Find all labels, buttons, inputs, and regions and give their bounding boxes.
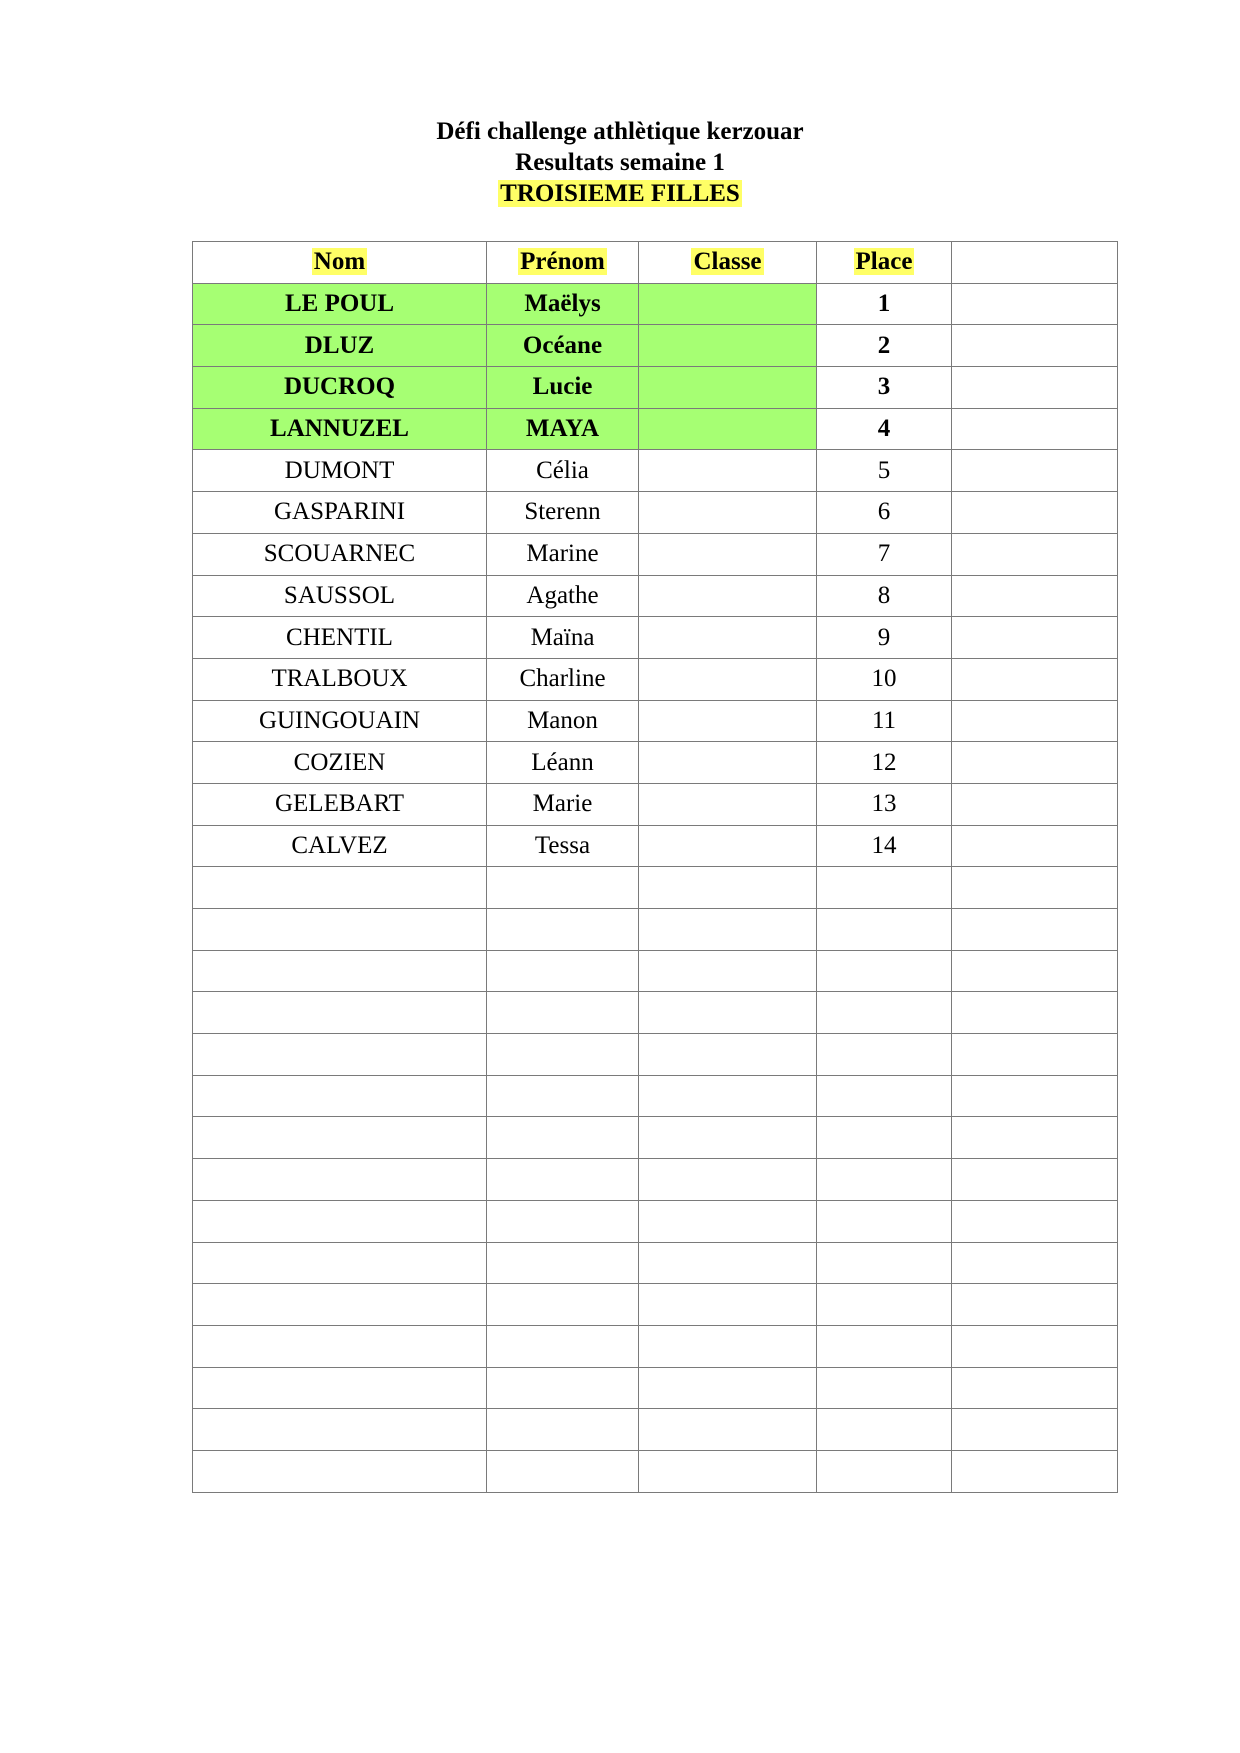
table-row bbox=[193, 367, 1118, 409]
cell-classe bbox=[639, 700, 817, 742]
empty-cell bbox=[817, 1117, 952, 1159]
cell-extra bbox=[952, 658, 1118, 700]
empty-cell bbox=[817, 950, 952, 992]
table-row bbox=[193, 492, 1118, 534]
empty-cell bbox=[193, 1325, 487, 1367]
cell-extra bbox=[952, 700, 1118, 742]
empty-cell bbox=[639, 1117, 817, 1159]
table-header-row bbox=[193, 242, 1118, 284]
empty-cell bbox=[817, 1075, 952, 1117]
empty-cell bbox=[639, 1284, 817, 1326]
cell-classe bbox=[639, 742, 817, 784]
empty-cell bbox=[487, 1117, 639, 1159]
empty-cell bbox=[952, 1409, 1118, 1451]
empty-table-row bbox=[193, 1034, 1118, 1076]
empty-cell bbox=[639, 1450, 817, 1492]
empty-table-row bbox=[193, 1242, 1118, 1284]
empty-table-row bbox=[193, 1450, 1118, 1492]
cell-extra bbox=[952, 783, 1118, 825]
cell-nom: LE POUL bbox=[193, 283, 487, 325]
empty-cell bbox=[639, 867, 817, 909]
cell-classe bbox=[639, 408, 817, 450]
cell-classe bbox=[639, 450, 817, 492]
empty-table-row bbox=[193, 950, 1118, 992]
empty-table-row bbox=[193, 1075, 1118, 1117]
empty-cell bbox=[817, 1367, 952, 1409]
empty-table-row bbox=[193, 1200, 1118, 1242]
empty-table-row bbox=[193, 1325, 1118, 1367]
empty-cell bbox=[817, 1034, 952, 1076]
empty-cell bbox=[817, 1200, 952, 1242]
category-title: TROISIEME FILLES bbox=[500, 180, 740, 207]
cell-classe bbox=[639, 783, 817, 825]
cell-classe bbox=[639, 325, 817, 367]
header-cell-classe bbox=[639, 242, 817, 284]
empty-cell bbox=[487, 1200, 639, 1242]
table-row bbox=[193, 700, 1118, 742]
empty-cell bbox=[193, 950, 487, 992]
cell-place: 9 bbox=[817, 617, 952, 659]
header-label-place: Place bbox=[855, 248, 913, 276]
cell-prenom: Charline bbox=[487, 658, 639, 700]
empty-cell bbox=[487, 1409, 639, 1451]
table-row bbox=[193, 783, 1118, 825]
table-row bbox=[193, 742, 1118, 784]
empty-cell bbox=[487, 950, 639, 992]
results-body bbox=[193, 283, 1118, 1492]
empty-cell bbox=[952, 1450, 1118, 1492]
empty-cell bbox=[487, 1159, 639, 1201]
cell-prenom: Agathe bbox=[487, 575, 639, 617]
table-row bbox=[193, 283, 1118, 325]
empty-cell bbox=[193, 1034, 487, 1076]
empty-cell bbox=[487, 1325, 639, 1367]
empty-cell bbox=[639, 1159, 817, 1201]
cell-nom: DUCROQ bbox=[193, 367, 487, 409]
table-row bbox=[193, 575, 1118, 617]
cell-classe bbox=[639, 492, 817, 534]
cell-place: 10 bbox=[817, 658, 952, 700]
empty-cell bbox=[952, 1200, 1118, 1242]
empty-cell bbox=[639, 1409, 817, 1451]
empty-cell bbox=[193, 867, 487, 909]
table-row bbox=[193, 617, 1118, 659]
empty-cell bbox=[193, 1284, 487, 1326]
empty-table-row bbox=[193, 992, 1118, 1034]
empty-cell bbox=[487, 1284, 639, 1326]
results-week-title: Resultats semaine 1 bbox=[515, 149, 725, 176]
empty-cell bbox=[487, 909, 639, 951]
empty-cell bbox=[193, 1200, 487, 1242]
empty-cell bbox=[952, 992, 1118, 1034]
header-label-nom: Nom bbox=[313, 248, 366, 276]
empty-table-row bbox=[193, 1159, 1118, 1201]
empty-cell bbox=[487, 1450, 639, 1492]
cell-extra bbox=[952, 825, 1118, 867]
empty-cell bbox=[952, 1034, 1118, 1076]
empty-cell bbox=[193, 1159, 487, 1201]
empty-cell bbox=[952, 1075, 1118, 1117]
empty-cell bbox=[817, 867, 952, 909]
header-label-classe: Classe bbox=[693, 248, 762, 276]
empty-cell bbox=[817, 1409, 952, 1451]
empty-cell bbox=[639, 1367, 817, 1409]
empty-cell bbox=[817, 1284, 952, 1326]
header-cell-place bbox=[817, 242, 952, 284]
cell-place: 14 bbox=[817, 825, 952, 867]
empty-cell bbox=[952, 1159, 1118, 1201]
cell-prenom: Manon bbox=[487, 700, 639, 742]
empty-cell bbox=[952, 1117, 1118, 1159]
empty-cell bbox=[487, 1075, 639, 1117]
empty-cell bbox=[817, 1159, 952, 1201]
empty-cell bbox=[817, 1242, 952, 1284]
cell-prenom: Maïna bbox=[487, 617, 639, 659]
cell-nom: CHENTIL bbox=[193, 617, 487, 659]
empty-cell bbox=[952, 1284, 1118, 1326]
event-title: Défi challenge athlètique kerzouar bbox=[436, 118, 804, 145]
cell-nom: GASPARINI bbox=[193, 492, 487, 534]
cell-prenom: Marie bbox=[487, 783, 639, 825]
empty-cell bbox=[487, 992, 639, 1034]
cell-prenom: Marine bbox=[487, 533, 639, 575]
cell-place: 12 bbox=[817, 742, 952, 784]
cell-prenom: Léann bbox=[487, 742, 639, 784]
empty-cell bbox=[639, 1034, 817, 1076]
cell-classe bbox=[639, 367, 817, 409]
empty-cell bbox=[952, 950, 1118, 992]
header-cell-prenom bbox=[487, 242, 639, 284]
cell-extra bbox=[952, 450, 1118, 492]
header-label-prenom: Prénom bbox=[520, 248, 605, 276]
cell-prenom: Maëlys bbox=[487, 283, 639, 325]
cell-nom: GUINGOUAIN bbox=[193, 700, 487, 742]
empty-cell bbox=[639, 1325, 817, 1367]
cell-extra bbox=[952, 492, 1118, 534]
cell-prenom: Lucie bbox=[487, 367, 639, 409]
cell-nom: CALVEZ bbox=[193, 825, 487, 867]
cell-place: 1 bbox=[817, 283, 952, 325]
cell-extra bbox=[952, 617, 1118, 659]
cell-prenom: Tessa bbox=[487, 825, 639, 867]
cell-prenom: MAYA bbox=[487, 408, 639, 450]
cell-place: 4 bbox=[817, 408, 952, 450]
empty-table-row bbox=[193, 1367, 1118, 1409]
cell-extra bbox=[952, 408, 1118, 450]
empty-table-row bbox=[193, 867, 1118, 909]
empty-cell bbox=[817, 1450, 952, 1492]
table-row bbox=[193, 658, 1118, 700]
empty-table-row bbox=[193, 1117, 1118, 1159]
cell-prenom: Océane bbox=[487, 325, 639, 367]
results-table bbox=[192, 241, 1118, 1493]
empty-cell bbox=[952, 1325, 1118, 1367]
cell-extra bbox=[952, 325, 1118, 367]
empty-cell bbox=[193, 992, 487, 1034]
empty-cell bbox=[952, 909, 1118, 951]
empty-cell bbox=[193, 1075, 487, 1117]
empty-cell bbox=[193, 909, 487, 951]
empty-cell bbox=[952, 1242, 1118, 1284]
cell-classe bbox=[639, 825, 817, 867]
empty-cell bbox=[639, 1200, 817, 1242]
empty-table-row bbox=[193, 909, 1118, 951]
header-cell-extra bbox=[952, 242, 1118, 284]
empty-cell bbox=[817, 909, 952, 951]
cell-prenom: Célia bbox=[487, 450, 639, 492]
empty-table-row bbox=[193, 1409, 1118, 1451]
cell-nom: DUMONT bbox=[193, 450, 487, 492]
cell-place: 3 bbox=[817, 367, 952, 409]
empty-cell bbox=[487, 1367, 639, 1409]
empty-cell bbox=[193, 1409, 487, 1451]
cell-classe bbox=[639, 283, 817, 325]
cell-place: 6 bbox=[817, 492, 952, 534]
cell-place: 5 bbox=[817, 450, 952, 492]
cell-nom: SAUSSOL bbox=[193, 575, 487, 617]
table-row bbox=[193, 325, 1118, 367]
empty-cell bbox=[639, 1075, 817, 1117]
cell-extra bbox=[952, 742, 1118, 784]
cell-place: 2 bbox=[817, 325, 952, 367]
cell-extra bbox=[952, 575, 1118, 617]
header-cell-nom bbox=[193, 242, 487, 284]
empty-cell bbox=[952, 1367, 1118, 1409]
empty-cell bbox=[193, 1367, 487, 1409]
empty-cell bbox=[487, 1034, 639, 1076]
empty-cell bbox=[952, 867, 1118, 909]
document-header bbox=[0, 116, 1240, 209]
empty-cell bbox=[817, 1325, 952, 1367]
empty-cell bbox=[193, 1450, 487, 1492]
cell-nom: GELEBART bbox=[193, 783, 487, 825]
empty-cell bbox=[817, 992, 952, 1034]
cell-extra bbox=[952, 283, 1118, 325]
empty-cell bbox=[639, 1242, 817, 1284]
cell-classe bbox=[639, 575, 817, 617]
category-title-line bbox=[0, 178, 1240, 209]
cell-place: 8 bbox=[817, 575, 952, 617]
empty-cell bbox=[639, 950, 817, 992]
cell-nom: TRALBOUX bbox=[193, 658, 487, 700]
cell-place: 11 bbox=[817, 700, 952, 742]
cell-classe bbox=[639, 617, 817, 659]
table-row bbox=[193, 825, 1118, 867]
cell-prenom: Sterenn bbox=[487, 492, 639, 534]
cell-classe bbox=[639, 533, 817, 575]
cell-extra bbox=[952, 367, 1118, 409]
cell-place: 7 bbox=[817, 533, 952, 575]
table-row bbox=[193, 450, 1118, 492]
empty-cell bbox=[639, 909, 817, 951]
cell-extra bbox=[952, 533, 1118, 575]
empty-cell bbox=[639, 992, 817, 1034]
empty-table-row bbox=[193, 1284, 1118, 1326]
empty-cell bbox=[487, 867, 639, 909]
cell-place: 13 bbox=[817, 783, 952, 825]
empty-cell bbox=[487, 1242, 639, 1284]
cell-nom: LANNUZEL bbox=[193, 408, 487, 450]
table-row bbox=[193, 533, 1118, 575]
table-row bbox=[193, 408, 1118, 450]
cell-nom: DLUZ bbox=[193, 325, 487, 367]
empty-cell bbox=[193, 1117, 487, 1159]
empty-cell bbox=[193, 1242, 487, 1284]
cell-nom: COZIEN bbox=[193, 742, 487, 784]
cell-classe bbox=[639, 658, 817, 700]
cell-nom: SCOUARNEC bbox=[193, 533, 487, 575]
